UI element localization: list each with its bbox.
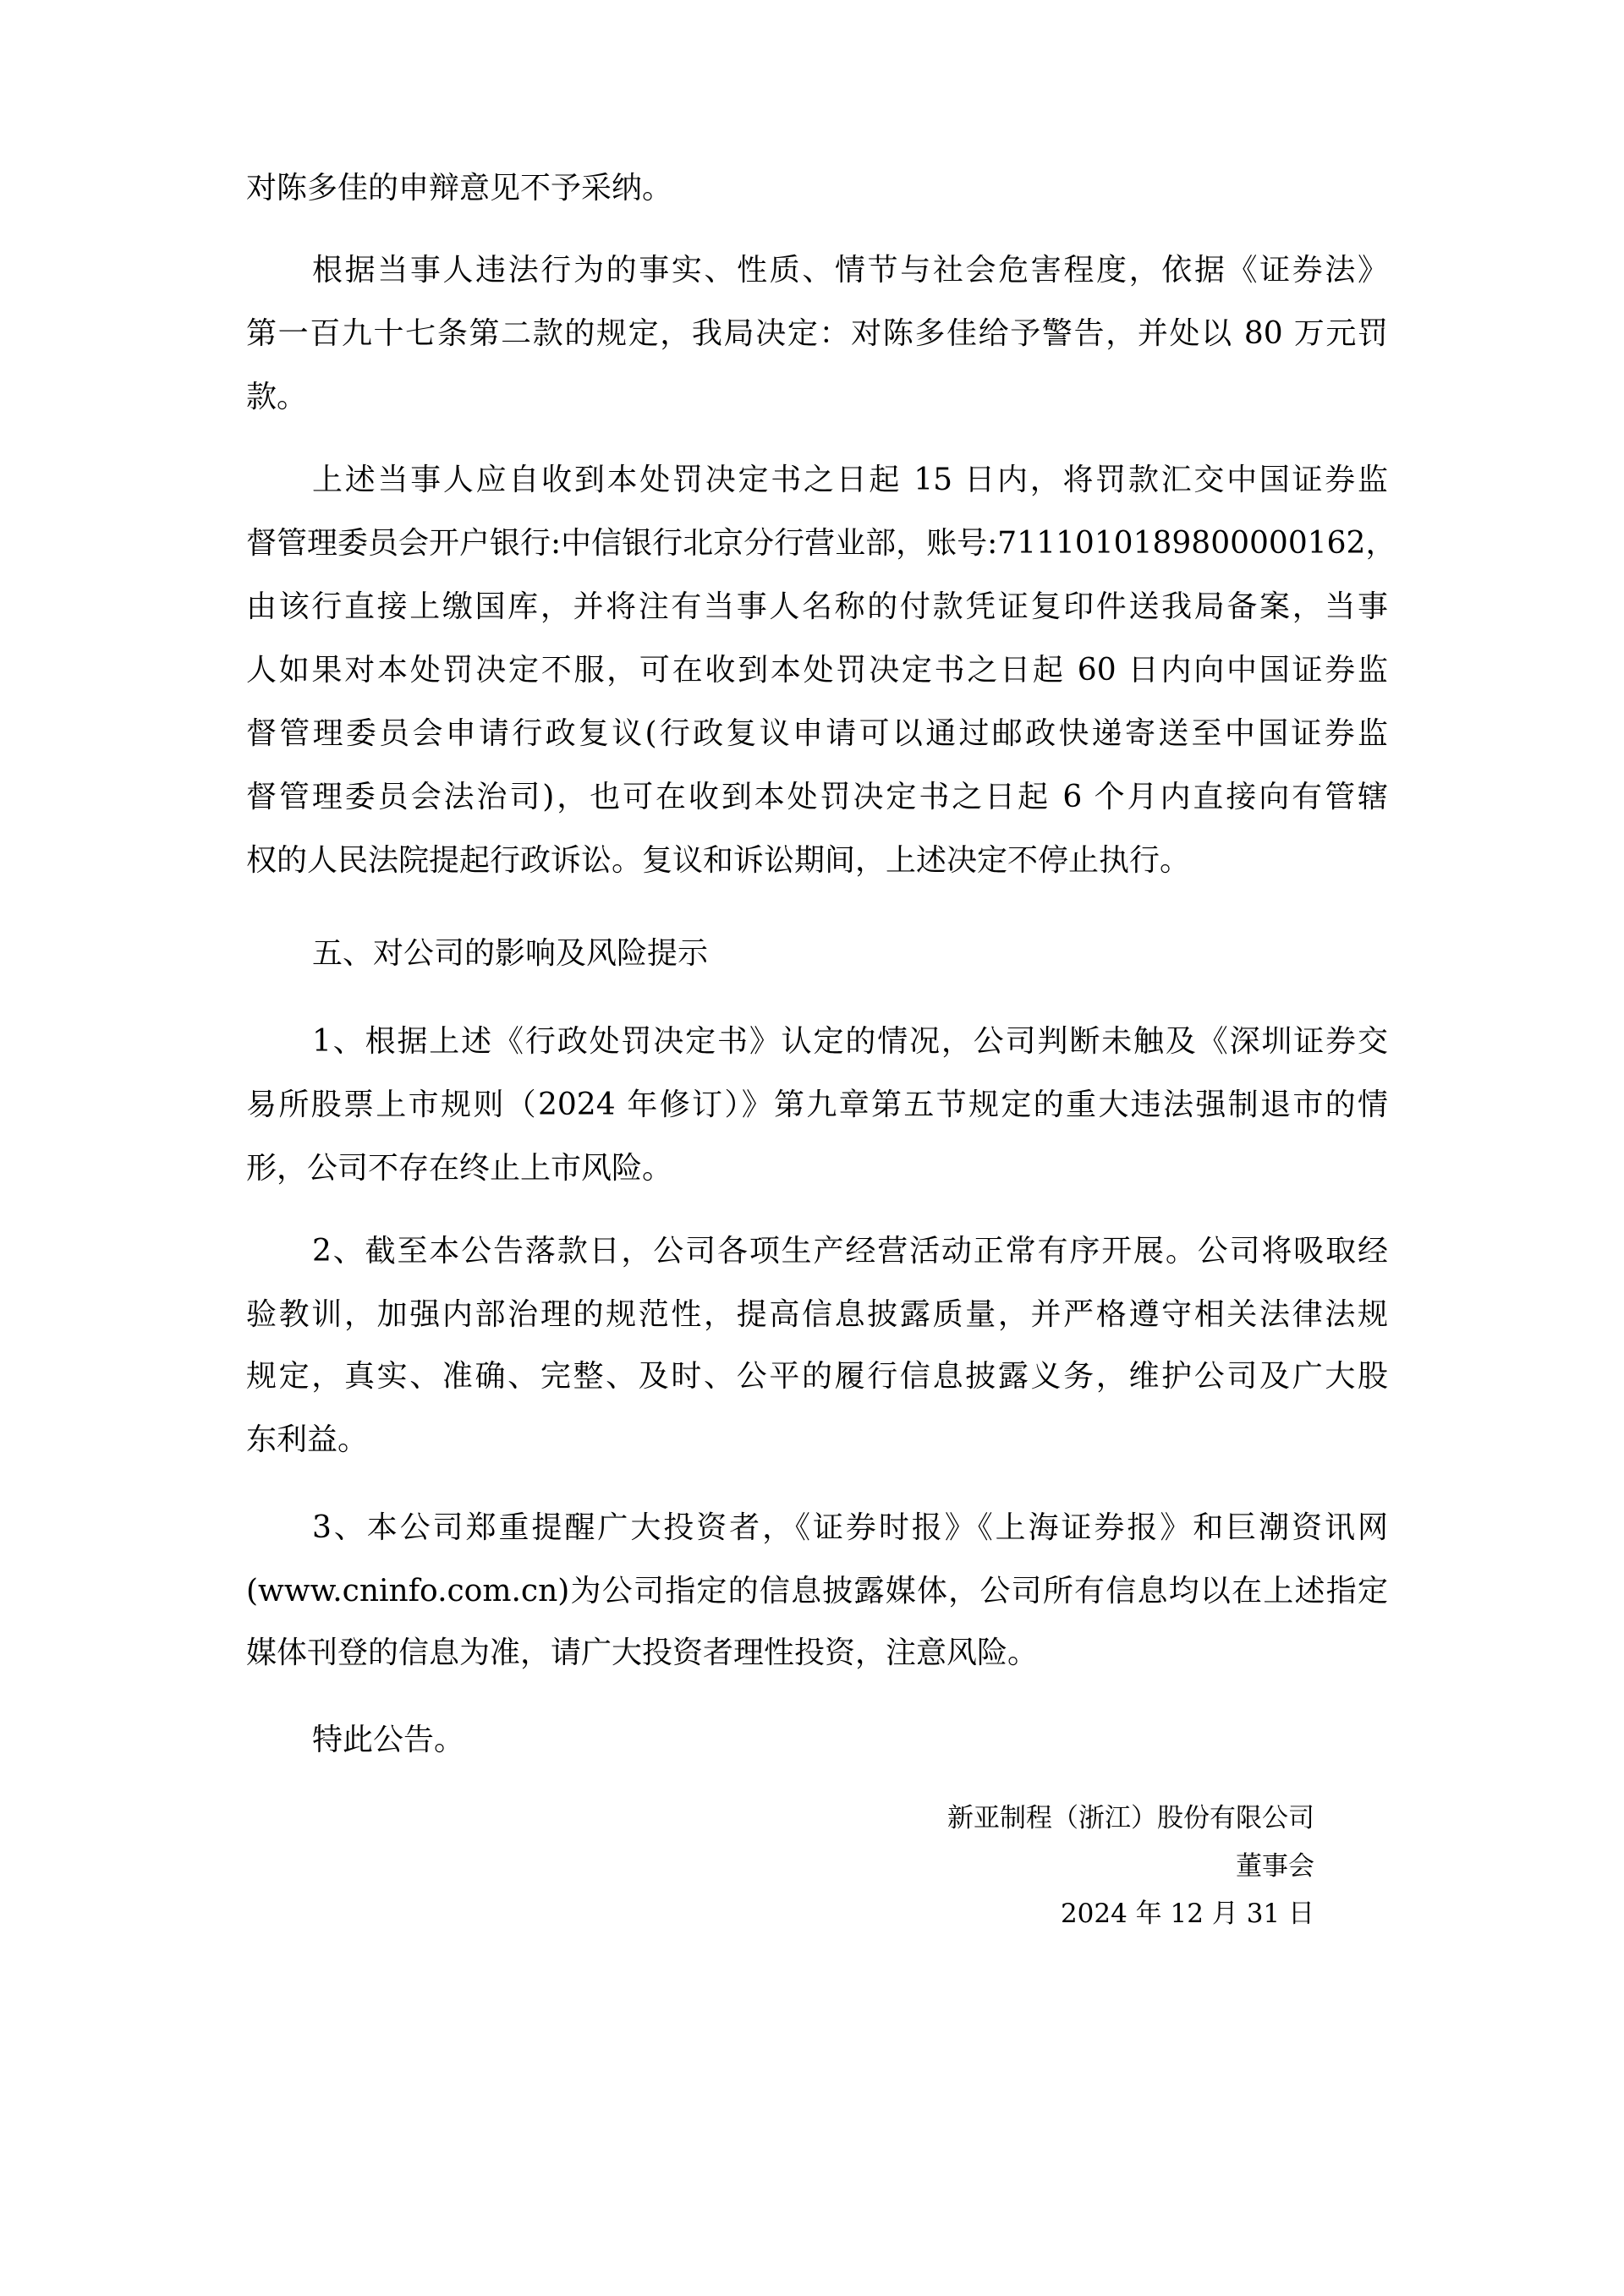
- item-3-line-2: (www.cninfo.com.cn)为公司指定的信息披露媒体，公司所有信息均以在上述指定: [246, 1574, 1388, 1608]
- paragraph-rejection-line-1: 对陈多佳的申辩意见不予采纳。: [246, 171, 673, 205]
- item-1-line-1: 1、根据上述《行政处罚决定书》认定的情况，公司判断未触及《深圳证券交: [312, 1024, 1388, 1059]
- item-1-line-2: 易所股票上市规则（2024 年修订）》第九章第五节规定的重大违法强制退市的情: [246, 1088, 1388, 1122]
- paragraph-payment-line-2: 督管理委员会开户银行:中信银行北京分行营业部，账号:7111010189800000162，: [246, 526, 1396, 561]
- item-3-line-3: 媒体刊登的信息为准，请广大投资者理性投资，注意风险。: [246, 1636, 1039, 1670]
- paragraph-payment-line-1: 上述当事人应自收到本处罚决定书之日起 15 日内，将罚款汇交中国证券监: [312, 463, 1388, 497]
- item-2-line-1: 2、截至本公告落款日，公司各项生产经营活动正常有序开展。公司将吸取经: [312, 1234, 1388, 1269]
- paragraph-decision-line-2: 第一百九十七条第二款的规定，我局决定：对陈多佳给予警告，并处以 80 万元罚: [246, 316, 1388, 351]
- closing-statement: 特此公告。: [312, 1723, 465, 1757]
- paragraph-decision-line-1: 根据当事人违法行为的事实、性质、情节与社会危害程度，依据《证券法》: [312, 253, 1388, 288]
- paragraph-payment-line-6: 督管理委员会法治司)，也可在收到本处罚决定书之日起 6 个月内直接向有管辖: [246, 780, 1388, 814]
- paragraph-payment-line-3: 由该行直接上缴国库，并将注有当事人名称的付款凭证复印件送我局备案，当事: [246, 589, 1388, 624]
- paragraph-decision-line-3: 款。: [246, 380, 308, 414]
- signature-date: 2024 年 12 月 31 日: [1060, 1899, 1314, 1929]
- item-2-line-3: 规定，真实、准确、完整、及时、公平的履行信息披露义务，维护公司及广大股: [246, 1359, 1388, 1394]
- item-2-line-2: 验教训，加强内部治理的规范性，提高信息披露质量，并严格遵守相关法律法规: [246, 1297, 1388, 1332]
- item-2-line-4: 东利益。: [246, 1422, 369, 1457]
- item-1-line-3: 形，公司不存在终止上市风险。: [246, 1151, 673, 1186]
- paragraph-payment-line-5: 督管理委员会申请行政复议(行政复议申请可以通过邮政快递寄送至中国证券监: [246, 716, 1388, 751]
- paragraph-payment-line-7: 权的人民法院提起行政诉讼。复议和诉讼期间，上述决定不停止执行。: [246, 843, 1191, 878]
- signature-company-name: 新亚制程（浙江）股份有限公司: [947, 1803, 1314, 1833]
- paragraph-payment-line-4: 人如果对本处罚决定不服，可在收到本处罚决定书之日起 60 日内向中国证券监: [246, 653, 1388, 688]
- signature-board: 董事会: [1236, 1851, 1314, 1882]
- section-heading-impact-risk: 五、对公司的影响及风险提示: [312, 936, 709, 971]
- item-3-line-1: 3、本公司郑重提醒广大投资者，《证券时报》《上海证券报》和巨潮资讯网: [312, 1510, 1388, 1545]
